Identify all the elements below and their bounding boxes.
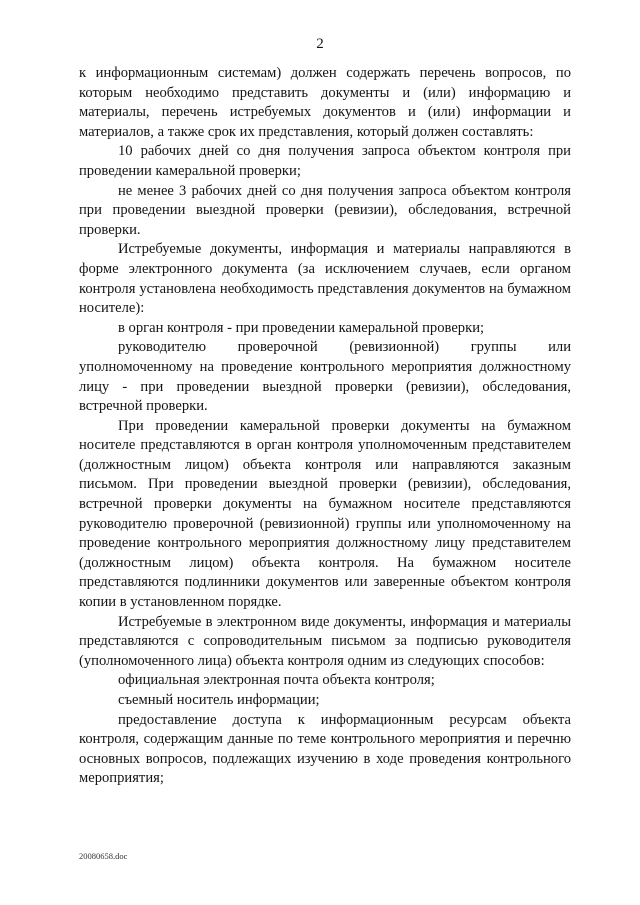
paragraph-to-group-head: руководителю проверочной (ревизионной) группы или уполномоченному на проведение контрольного мероприятия должностному лицу - при проведении выездной проверки (ревизии), обследования, встречной проверки.	[79, 339, 571, 415]
paragraph-electronic-form: Истребуемые документы, информация и материалы направляются в форме электронного документа (за исключением случаев, если органом контроля установлена необходимость представления документов на бумажном носителе):	[79, 241, 571, 317]
document-body	[79, 64, 571, 789]
paragraph-deadline-field-audit: не менее 3 рабочих дней со дня получения запроса объектом контроля при проведении выездной проверки (ревизии), обследования, встречной проверки.	[79, 182, 571, 238]
paragraph-method-removable-media: съемный носитель информации;	[118, 692, 320, 708]
paragraph-paper-documents: При проведении камеральной проверки документы на бумажном носителе представляются в орган контроля уполномоченным представителем (должностным лицом) объекта контроля или направляются заказным письмом. При проведении выездной проверки (ревизии), обследования, встречной проверки документы на бумажном носителе представляются руководителю проверочной (ревизионной) группы или уполномоченному на проведение контрольного мероприятия должностному лицу представителем (должностным лицом) объекта контроля. На бумажном носителе представляются подлинники документов или заверенные объектом контроля копии в установленном порядке.	[79, 417, 571, 611]
paragraph-deadline-desk-audit: 10 рабочих дней со дня получения запроса объектом контроля при проведении камеральной проверки;	[79, 143, 571, 179]
page-number: 2	[316, 36, 324, 52]
paragraph-method-resource-access: предоставление доступа к информационным ресурсам объекта контроля, содержащим данные по теме контрольного мероприятия и перечню основных вопросов, подлежащих изучению в ходе проведения контрольного мероприятия;	[79, 711, 571, 787]
document-file-code: 20080658.doc	[79, 851, 128, 861]
paragraph-electronic-submission: Истребуемые в электронном виде документы, информация и материалы представляются с сопроводительным письмом за подписью руководителя (уполномоченного лица) объекта контроля одним из следующих способов:	[79, 613, 571, 669]
paragraph-to-control-body: в орган контроля - при проведении камеральной проверки;	[118, 319, 485, 336]
paragraph-method-email: официальная электронная почта объекта контроля;	[118, 672, 435, 689]
paragraph-continuation: к информационным системам) должен содержать перечень вопросов, по которым необходимо представить документы и (или) информацию и материалы, перечень истребуемых документов и (или) информации и материалов, а также срок их представления, который должен составлять:	[79, 65, 571, 140]
